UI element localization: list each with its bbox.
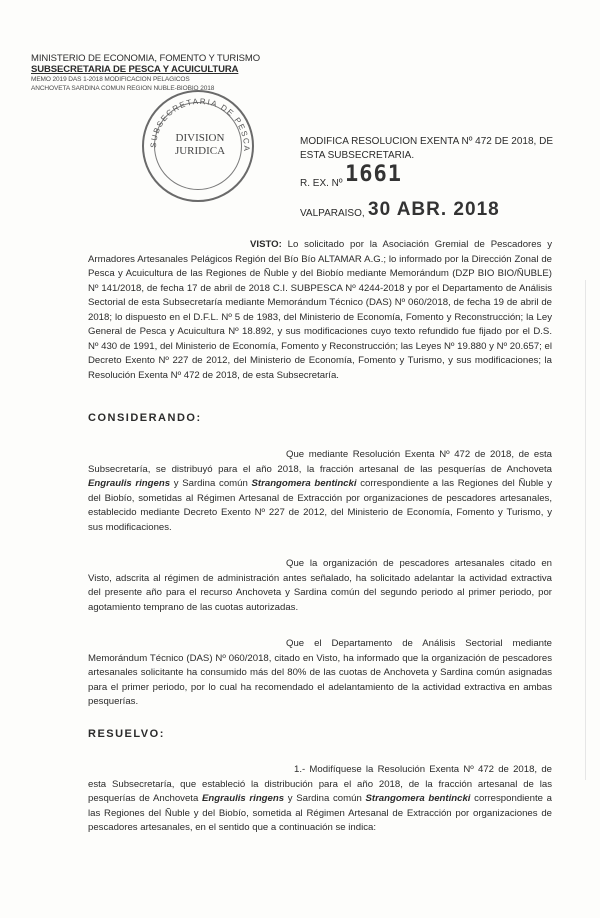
considerando-paragraph-2: Que la organización de pescadores artesanales citado en Visto, adscrita al régimen de administración antes señalado, ha solicitado adelantar la actividad extractiva del presente año para el recurso Anchoveta y Sardina común del segundo periodo al primer periodo, por agotamiento temprano de las cuotas autorizadas. <box>88 558 552 613</box>
date-stamp: 30 ABR. 2018 <box>368 199 500 220</box>
considerando-1-text-c: correspondiente a las Regiones del Ñuble y del Biobío, sometidas al Régimen Artesanal de Extracción por organizaciones de pescadores artesanales, establecido mediante Decreto Exento Nº 227 de 2012, del Ministerio de Economía, Fomento y Turismo, y sus modificaciones. <box>88 478 553 533</box>
division-juridica-stamp <box>142 90 254 202</box>
stamp-line-1: DIVISION <box>175 132 225 144</box>
scan-margin-line <box>585 280 586 780</box>
resolution-label: R. EX. Nº <box>300 178 343 189</box>
considerando-paragraph-1 <box>88 448 552 535</box>
resuelvo-paragraph-1 <box>88 763 552 836</box>
reference-line-1: MEMO 2019 DAS 1-2018 MODIFICACION PELAGICOS <box>31 76 190 83</box>
document-subject: MODIFICA RESOLUCION EXENTA Nº 472 DE 2018, DE ESTA SUBSECRETARIA. <box>300 136 553 161</box>
place: VALPARAISO, <box>300 208 365 219</box>
species-sardina: Strangomera bentincki <box>251 478 357 489</box>
considerando-paragraph-3: Que el Departamento de Análisis Sectorial mediante Memorándum Técnico (DAS) Nº 060/2018, citado en Visto, ha informado que la organización de pescadores artesanales solicitante ha consumido más del 80% de las cuotas de Anchoveta y Sardina común asignadas para el primer periodo, por lo cual ha recomendado el adelantamiento de la actividad extractiva en ambas pesquerías. <box>88 638 552 707</box>
visto-text: Lo solicitado por la Asociación Gremial de Pescadores y Armadores Artesanales Pelágicos Región del Bío Bío ALTAMAR A.G.; lo informado por la Dirección Zonal de Pesca y Acuicultura de las Regiones de Ñuble y del Biobío mediante Memorándum (DZP BIO BIO/ÑUBLE) Nº 141/2018, de fecha 17 de abril de 2018 C.I. SUBPESCA Nº 4244-2018 y por el Departamento de Análisis Sectorial de esta Subsecretaría mediante Memorándum Técnico (DAS) Nº 060/2018, de fecha 19 de abril de 2018; lo dispuesto en el D.F.L. Nº 5 de 1983, del Ministerio de Economía, Fomento y Reconstrucción; la Ley General de Pesca y Acuicultura Nº 18.892, y sus modificaciones cuyo texto refundido fue fijado por el D.S. Nº 430 de 1991, del Ministerio de Economía, Fomento y Reconstrucción; las Leyes Nº 19.880 y Nº 20.657; el Decreto Exento Nº 227 de 2012, del Ministerio de Economía, Fomento y Turismo, y sus modificaciones; la Resolución Exenta Nº 472 de 2018, de esta Subsecretaría. <box>88 239 553 381</box>
resuelvo-1-text-c: correspondiente a las Regiones del Ñuble y del Biobío, sometida al Régimen Artesanal de Extracción por organizaciones de pescadores artesanales, en el sentido que a continuación se indica: <box>88 793 552 833</box>
visto-label: VISTO: <box>250 239 282 250</box>
reference-line-2: ANCHOVETA SARDINA COMUN REGION NUBLE-BIOBIO 2018 <box>31 85 215 92</box>
subsecretaria-name: SUBSECRETARIA DE PESCA Y ACUICULTURA <box>31 64 239 75</box>
ministry-name: MINISTERIO DE ECONOMIA, FOMENTO Y TURISMO <box>31 53 261 64</box>
resuelvo-species-sardina: Strangomera bentincki <box>365 793 471 804</box>
resuelvo-1-text-a: 1.- Modifíquese la Resolución Exenta Nº 472 de 2018, de esta Subsecretaría, que estableció la distribución para el año 2018, de la fracción artesanal de las pesquerías de Anchoveta <box>88 764 552 804</box>
resuelvo-heading: RESUELVO: <box>88 728 165 740</box>
resuelvo-1-text-b: y Sardina común <box>287 793 362 804</box>
considerando-1-text-a: Que mediante Resolución Exenta Nº 472 de 2018, de esta Subsecretaría, se distribuyó para el año 2018, la fracción artesanal de las pesquerías de Anchoveta <box>88 449 552 475</box>
considerando-heading: CONSIDERANDO: <box>88 412 202 424</box>
species-anchoveta: Engraulis ringens <box>88 478 171 489</box>
stamp-ring-text: SUBSECRETARIA DE PESCA <box>148 96 252 153</box>
resuelvo-species-anchoveta: Engraulis ringens <box>202 793 285 804</box>
resolution-number: 1661 <box>345 162 402 187</box>
stamp-line-2: JURIDICA <box>174 145 226 157</box>
letterhead <box>31 53 260 93</box>
visto-paragraph <box>88 238 552 383</box>
considerando-1-text-b: y Sardina común <box>173 478 248 489</box>
